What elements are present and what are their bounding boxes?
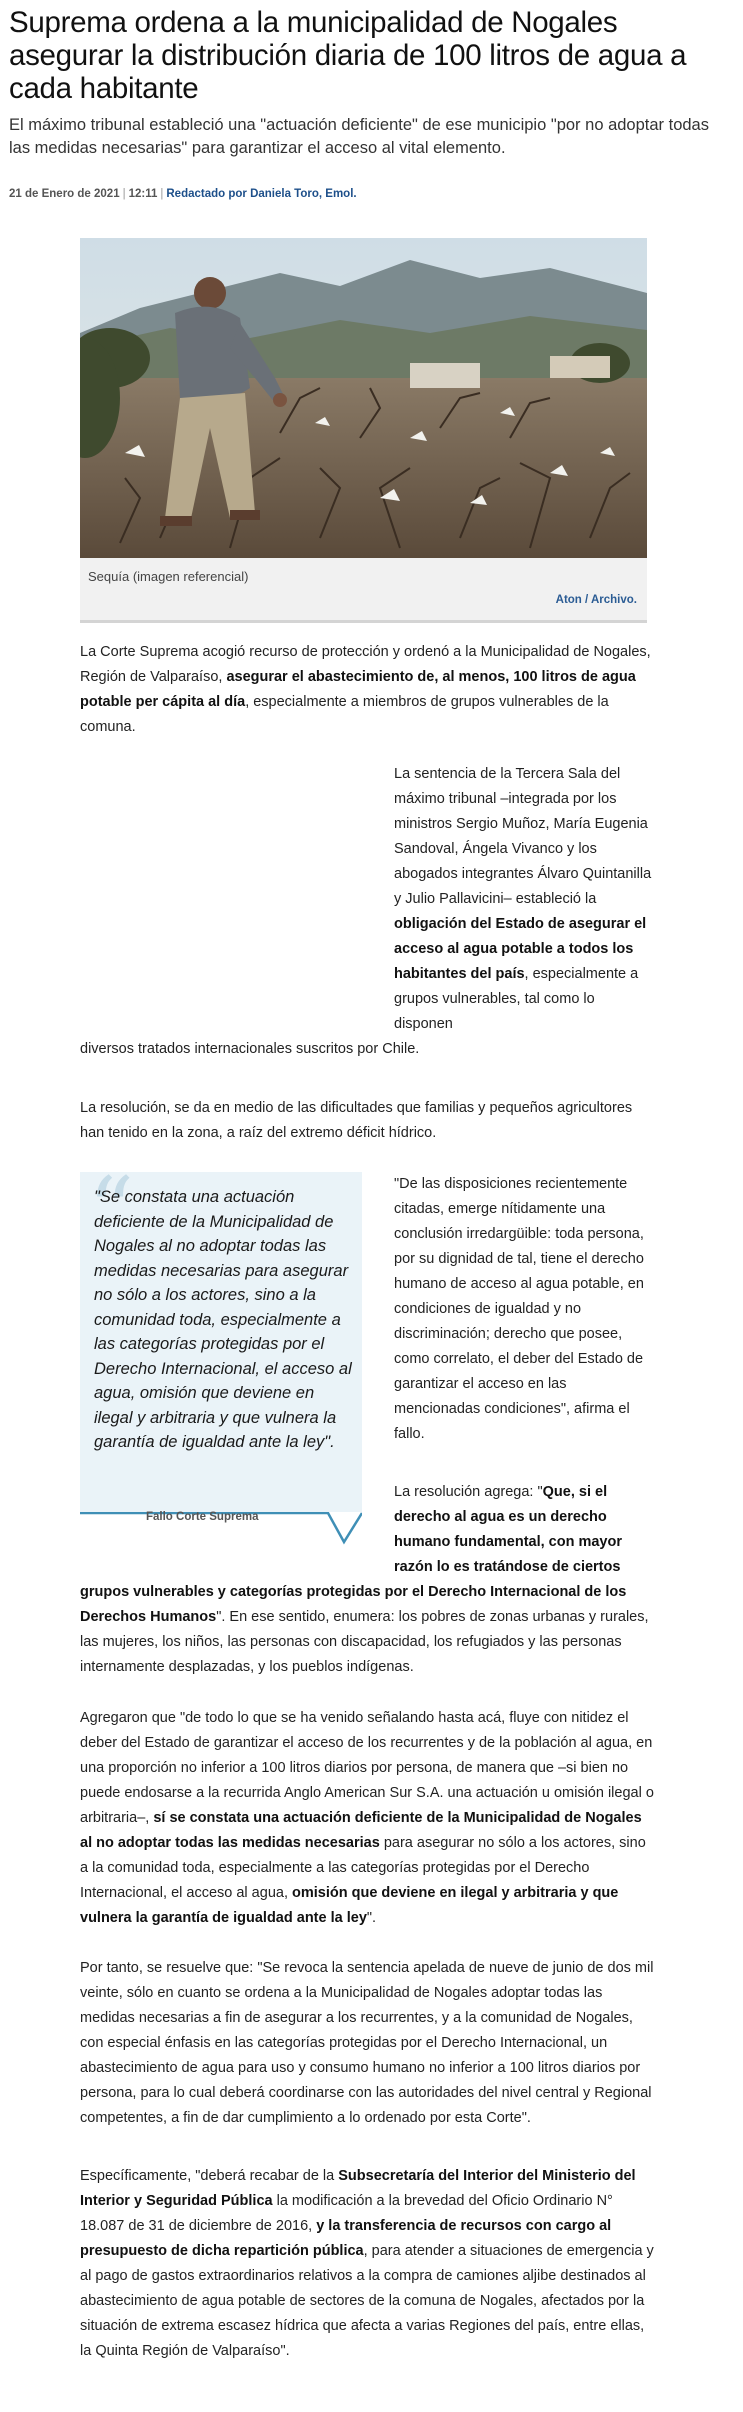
- meta-separator: |: [160, 188, 164, 200]
- body-paragraph: La resolución, se da en medio de las dificultades que familias y pequeños agricultores han tenido en la zona, a raíz del extremo déficit hídrico.: [80, 1100, 633, 1141]
- article-figure: [80, 238, 647, 623]
- author-link[interactable]: Redactado por Daniela Toro, Emol.: [166, 188, 357, 200]
- body-paragraph-continued: grupos vulnerables y categorías protegidas por el Derecho Internacional de los Derechos Humanos". En ese sentido, enumera: los pobres de zonas urbanas y rurales, las mujeres, los niños, las personas con discapacidad, los refugiados y las personas internamente desplazadas, y los pueblos indígenas.: [80, 1584, 649, 1675]
- body-paragraph: Específicamente, "deberá recabar de la Subsecretaría del Interior del Ministerio del Interior y Seguridad Pública la modificación a la brevedad del Oficio Ordinario N° 18.087 de 31 de diciembre de 2016, y la transferencia de recursos con cargo al presupuesto de dicha repartición pública, para atender a situaciones de emergencia y al pago de gastos extraordinarios relativos a la compra de camiones aljibe destinados al abastecimiento de agua potable de sectores de la comuna de Nogales, afectados por la situación de extrema escasez hídrica que afecta a varias Regiones del país, entre ellas, la Quinta Región de Valparaíso".: [80, 2168, 654, 2359]
- body-paragraph: La sentencia de la Tercera Sala del máximo tribunal –integrada por los ministros Sergio Muñoz, María Eugenia Sandoval, Ángela Vivanco y los abogados integrantes Álvaro Quintanilla y Julio Pallavicini– estableció la obligación del Estado de asegurar el acceso al agua potable a todos los habitantes del país, especialmente a grupos vulnerables, tal como lo disponen: [394, 766, 652, 1032]
- drought-photo: [80, 238, 647, 558]
- photo-credit: Aton / Archivo.: [555, 594, 637, 606]
- publish-time: 12:11: [128, 188, 158, 200]
- meta-separator: |: [122, 188, 126, 200]
- body-paragraph: "De las disposiciones recientemente citadas, emerge nítidamente una conclusión irredargüible: toda persona, por su dignidad de tal, tiene el derecho humano de acceso al agua potable, en condiciones de igualdad y no discriminación; derecho que posee, como correlato, el deber del Estado de garantizar el acceso en las mencionadas condiciones", afirma el fallo.: [394, 1176, 644, 1442]
- publish-date: 21 de Enero de 2021: [9, 188, 120, 200]
- quote-mark-icon: “: [88, 1158, 135, 1263]
- body-paragraph: Por tanto, se resuelve que: "Se revoca la sentencia apelada de nueve de junio de dos mil veinte, sólo en cuanto se ordena a la Municipalidad de Nogales adoptar todas las medidas necesarias a fin de asegurar a los recurrentes, y a la comunidad de Nogales, con especial énfasis en las categorías protegidas por el Derecho Internacional, un abastecimiento de agua para uso y consumo humano no inferior a 100 litros diarios por persona, para lo cual deberá coordinarse con las autoridades del nivel central y Regional competentes, a fin de dar cumplimiento a lo ordenado por esta Corte".: [80, 1960, 654, 2126]
- body-paragraph-continued: diversos tratados internacionales suscritos por Chile.: [80, 1041, 420, 1057]
- body-paragraph: La resolución agrega: "Que, si el derecho al agua es un derecho humano fundamental, con mayor razón lo es tratándose de ciertos: [394, 1484, 622, 1575]
- lead-paragraph: El máximo tribunal estableció una "actuación deficiente" de ese municipio "por no adoptar todas las medidas necesarias" para garantizar el acceso al vital elemento.: [9, 116, 709, 157]
- body-paragraph: Agregaron que "de todo lo que se ha venido señalando hasta acá, fluye con nitidez el deber del Estado de garantizar el acceso de los recurrentes y de la población al agua, en una proporción no inferior a 100 litros diarios por persona, de manera que –si bien no puede endosarse a la recurrida Anglo American Sur S.A. una actuación u omisión ilegal o arbitraria–, sí se constata una actuación deficiente de la Municipalidad de Nogales al no adoptar todas las medidas necesarias para asegurar no sólo a los actores, sino a la comunidad toda, especialmente a las categorías protegidas por el Derecho Internacional, el acceso al agua, omisión que deviene en ilegal y arbitraria y que vulnera la garantía de igualdad ante la ley".: [80, 1710, 654, 1926]
- pull-quote: [80, 1158, 362, 1512]
- photo-caption: Sequía (imagen referencial): [88, 569, 249, 584]
- body-paragraph: La Corte Suprema acogió recurso de protección y ordenó a la Municipalidad de Nogales, Región de Valparaíso, asegurar el abastecimiento de, al menos, 100 litros de agua potable per cápita al día, especialmente a miembros de grupos vulnerables de la comuna.: [80, 644, 651, 735]
- article-meta: [9, 188, 357, 200]
- pull-quote-source: Fallo Corte Suprema: [146, 1511, 259, 1523]
- pull-quote-text: "Se constata una actuación deficiente de la Municipalidad de Nogales al no adoptar todas las medidas necesarias para asegurar no sólo a los actores, sino a la comunidad toda, especialmente a las categorías protegidas por el Derecho Internacional, el acceso al agua, omisión que deviene en ilegal y arbitraria y que vulnera la garantía de igualdad ante la ley".: [94, 1188, 352, 1451]
- headline: Suprema ordena a la municipalidad de Nogales asegurar la distribución diaria de 100 litros de agua a cada habitante: [9, 6, 687, 105]
